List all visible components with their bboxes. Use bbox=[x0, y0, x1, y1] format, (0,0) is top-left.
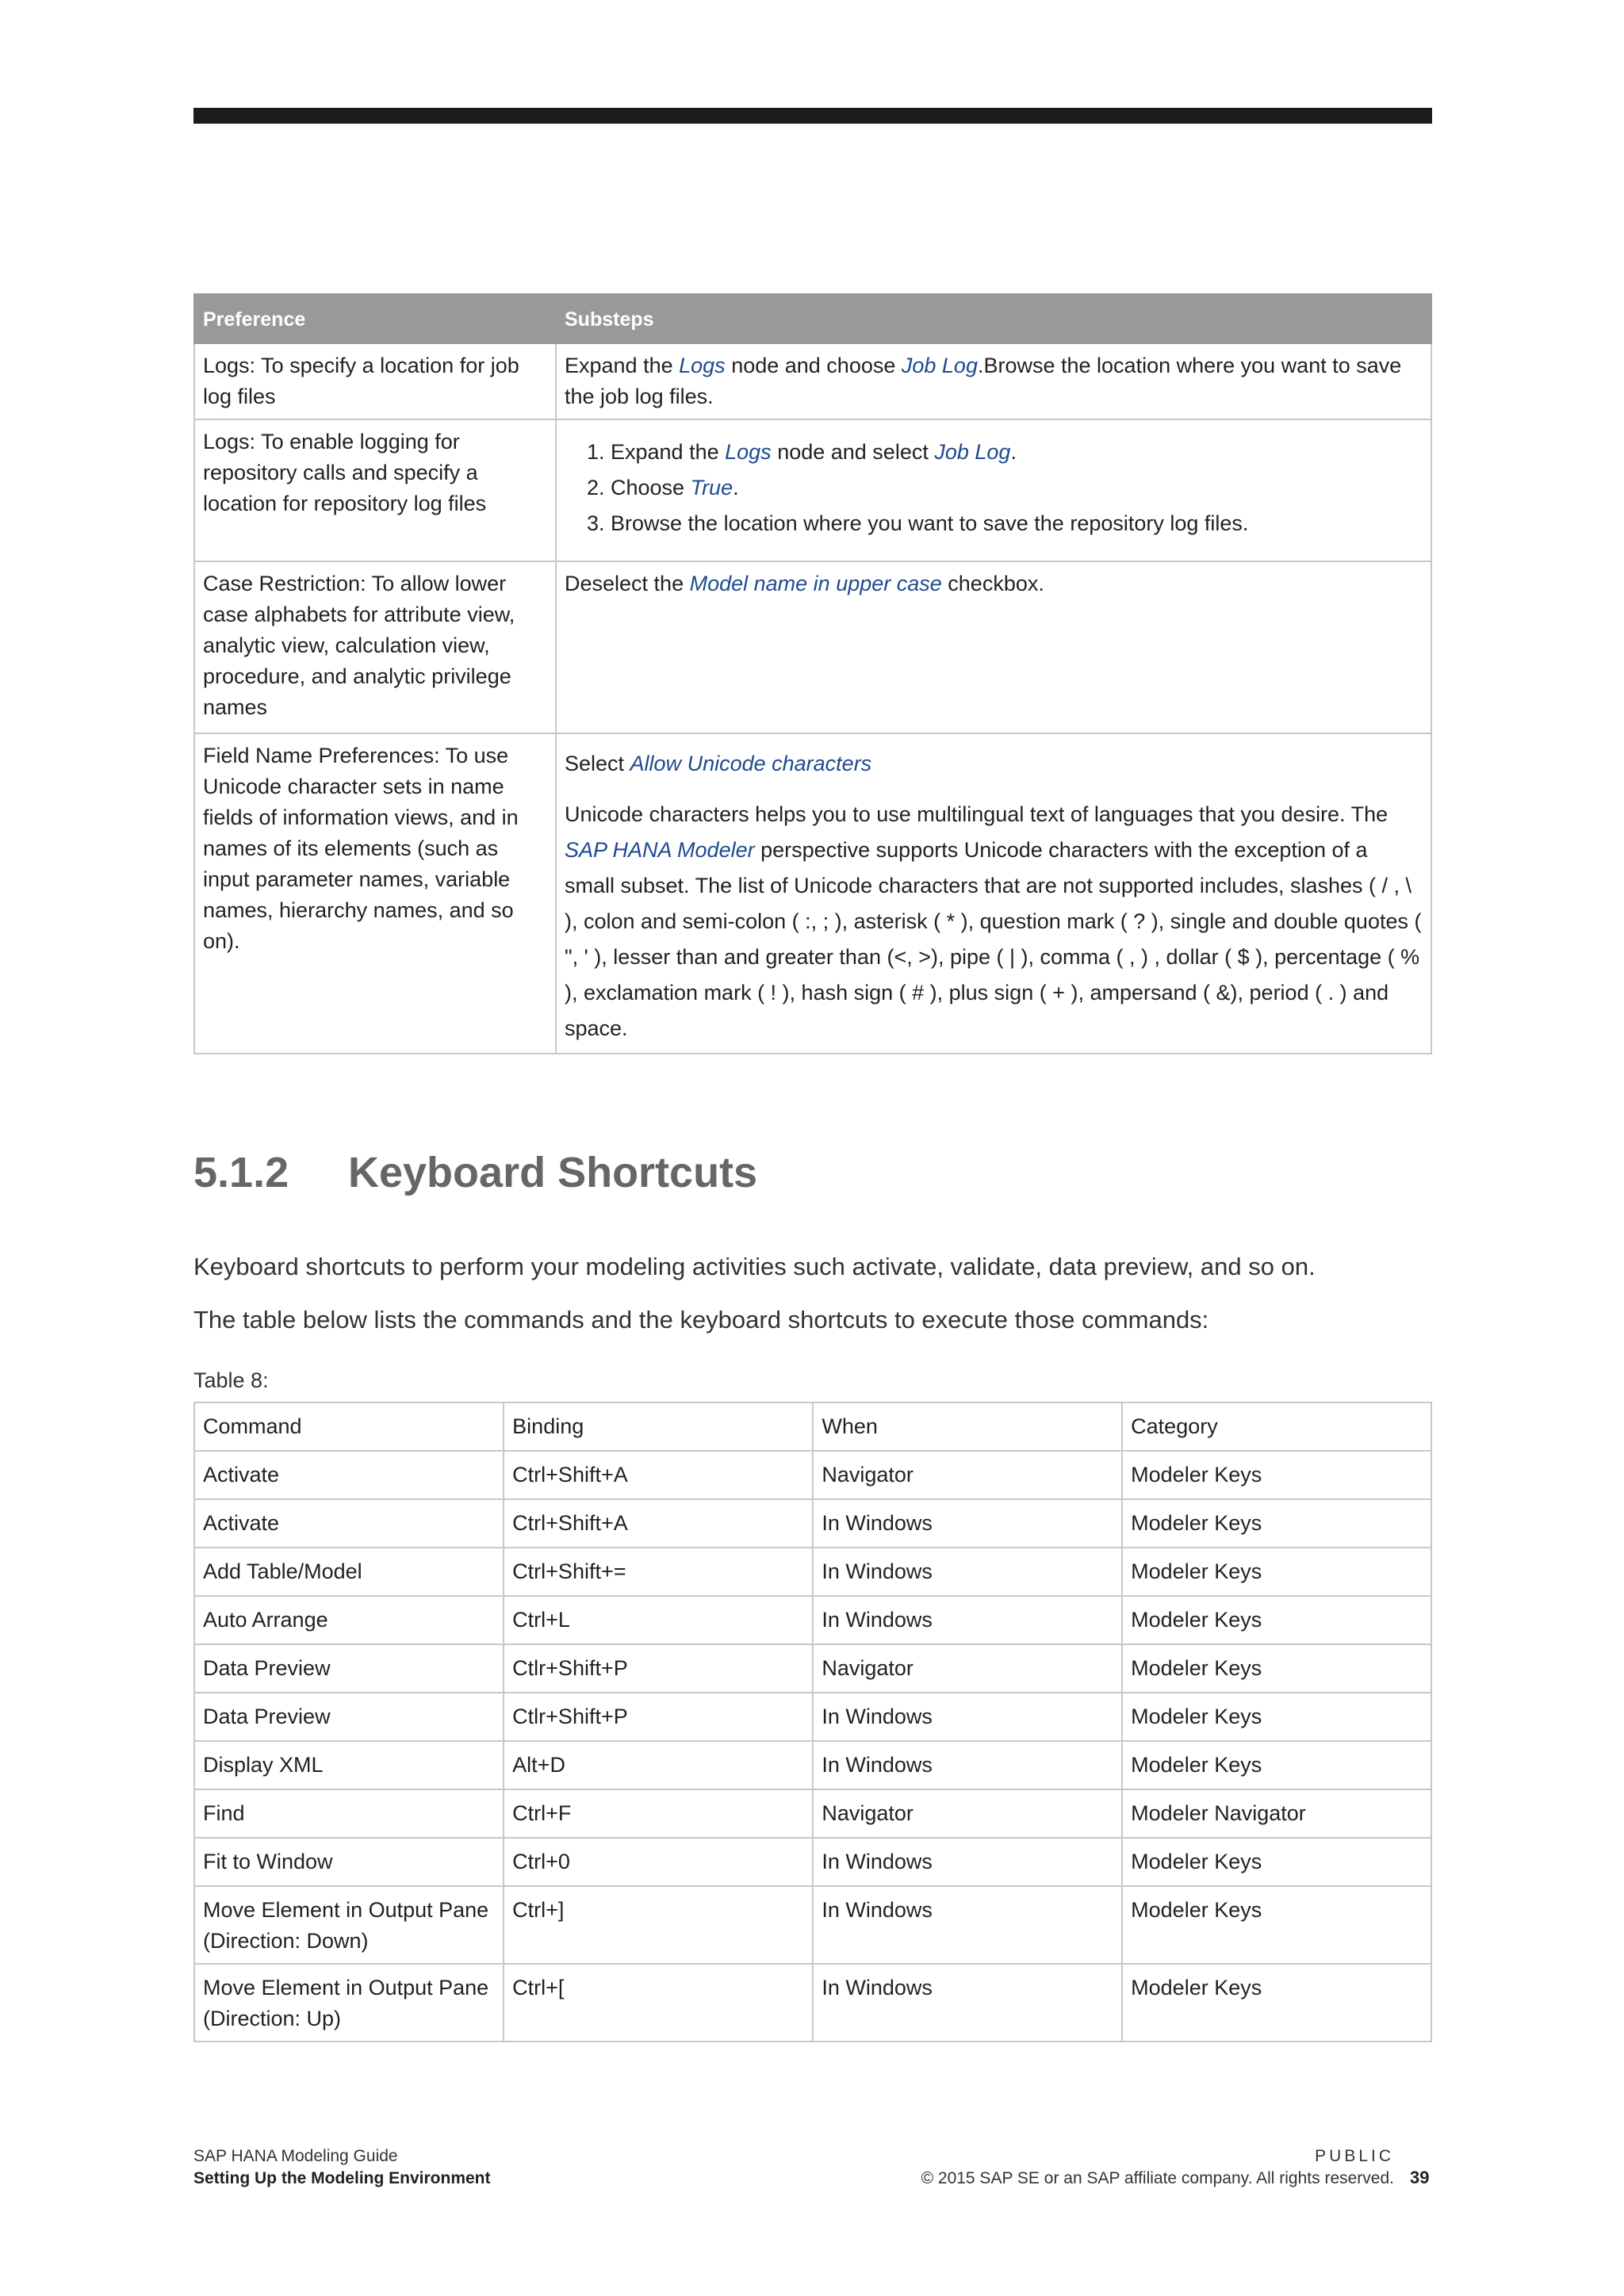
when-cell: Navigator bbox=[813, 1644, 1122, 1693]
table-row bbox=[194, 1789, 1431, 1838]
column-header-command: Command bbox=[194, 1402, 504, 1451]
command-cell: Data Preview bbox=[194, 1644, 504, 1693]
table-row bbox=[194, 419, 1431, 561]
category-cell: Modeler Keys bbox=[1122, 1838, 1431, 1886]
binding-cell: Ctrl+L bbox=[504, 1596, 813, 1644]
preferences-table bbox=[193, 293, 1432, 1054]
step-text: Expand the bbox=[611, 440, 726, 464]
section-title bbox=[193, 1148, 757, 1197]
category-cell: Modeler Keys bbox=[1122, 1548, 1431, 1596]
table-row bbox=[194, 1499, 1431, 1548]
ui-term-logs: Logs bbox=[679, 354, 726, 377]
guide-title: SAP HANA Modeling Guide bbox=[193, 2147, 398, 2165]
when-cell: In Windows bbox=[813, 1964, 1122, 2042]
command-cell: Auto Arrange bbox=[194, 1596, 504, 1644]
binding-cell: Ctrl+[ bbox=[504, 1964, 813, 2042]
footer-left bbox=[193, 2145, 491, 2190]
preference-cell: Logs: To specify a location for job log files bbox=[194, 343, 556, 419]
step-text: . bbox=[733, 476, 739, 499]
ui-term-allow-unicode: Allow Unicode characters bbox=[630, 752, 872, 775]
step-item bbox=[611, 506, 1423, 541]
binding-cell: Ctrl+Shift+A bbox=[504, 1451, 813, 1499]
column-header-category: Category bbox=[1122, 1402, 1431, 1451]
step-text: node and select bbox=[771, 440, 935, 464]
binding-cell: Alt+D bbox=[504, 1741, 813, 1789]
category-cell: Modeler Keys bbox=[1122, 1451, 1431, 1499]
command-cell: Display XML bbox=[194, 1741, 504, 1789]
when-cell: In Windows bbox=[813, 1548, 1122, 1596]
cell-text: Unicode characters helps you to use multilingual text of languages that you desire. The bbox=[565, 802, 1388, 826]
table-row bbox=[194, 1964, 1431, 2042]
category-cell: Modeler Keys bbox=[1122, 1964, 1431, 2042]
binding-cell: Ctrl+0 bbox=[504, 1838, 813, 1886]
intro-paragraph-2: The table below lists the commands and the keyboard shortcuts to execute those commands: bbox=[193, 1306, 1209, 1334]
command-cell: Activate bbox=[194, 1451, 504, 1499]
table-row bbox=[194, 1451, 1431, 1499]
command-cell: Fit to Window bbox=[194, 1838, 504, 1886]
cell-text: Deselect the bbox=[565, 572, 690, 595]
substeps-cell bbox=[556, 419, 1431, 561]
cell-text: perspective supports Unicode characters with the exception of a small subset. The list of Unicode characters that are not supported includes, slashes ( / , \ ), colon and semi-colon ( :, ; ), asterisk ( * ), question mark ( ? ), single and double quotes ( ", ' ), lesser than and greater than (<, >), pipe ( | ), comma ( , ) , dollar ( $ ), percentage ( % ), exclamation mark ( ! ), hash sign ( # ), plus sign ( + ), ampersand ( &), period ( . ) and space. bbox=[565, 838, 1422, 1040]
command-cell: Add Table/Model bbox=[194, 1548, 504, 1596]
when-cell: Navigator bbox=[813, 1451, 1122, 1499]
table-caption: Table 8: bbox=[193, 1368, 269, 1392]
section-number: 5.1.2 bbox=[193, 1149, 289, 1196]
command-cell: Move Element in Output Pane (Direction: Down) bbox=[194, 1886, 504, 1964]
binding-cell: Ctrl+F bbox=[504, 1789, 813, 1838]
select-instruction bbox=[565, 748, 1423, 779]
category-cell: Modeler Keys bbox=[1122, 1886, 1431, 1964]
shortcuts-table bbox=[193, 1402, 1432, 2042]
binding-cell: Ctlr+Shift+P bbox=[504, 1644, 813, 1693]
category-cell: Modeler Navigator bbox=[1122, 1789, 1431, 1838]
when-cell: In Windows bbox=[813, 1693, 1122, 1741]
ui-term-logs: Logs bbox=[725, 440, 772, 464]
preference-cell: Field Name Preferences: To use Unicode character sets in name fields of information views, and in names of its elements (such as input parameter names, variable names, hierarchy names, and so on). bbox=[194, 733, 556, 1054]
table-row bbox=[194, 343, 1431, 419]
table-row bbox=[194, 1693, 1431, 1741]
category-cell: Modeler Keys bbox=[1122, 1693, 1431, 1741]
category-cell: Modeler Keys bbox=[1122, 1499, 1431, 1548]
header-rule bbox=[193, 108, 1432, 124]
when-cell: In Windows bbox=[813, 1741, 1122, 1789]
when-cell: In Windows bbox=[813, 1838, 1122, 1886]
table-row bbox=[194, 1741, 1431, 1789]
intro-paragraph: Keyboard shortcuts to perform your modeling activities such activate, validate, data preview, and so on. bbox=[193, 1253, 1316, 1280]
substeps-cell bbox=[556, 733, 1431, 1054]
preference-cell: Case Restriction: To allow lower case alphabets for attribute view, analytic view, calculation view, procedure, and analytic privilege names bbox=[194, 561, 556, 733]
table-row bbox=[194, 1596, 1431, 1644]
cell-text: checkbox. bbox=[941, 572, 1044, 595]
step-text: Browse the location where you want to save the repository log files. bbox=[611, 511, 1249, 535]
cell-text: Select bbox=[565, 752, 630, 775]
table-header-row bbox=[194, 1402, 1431, 1451]
copyright-notice: © 2015 SAP SE or an SAP affiliate company. All rights reserved. bbox=[921, 2169, 1394, 2187]
substeps-cell bbox=[556, 561, 1431, 733]
when-cell: Navigator bbox=[813, 1789, 1122, 1838]
table-row bbox=[194, 1886, 1431, 1964]
table-row bbox=[194, 733, 1431, 1054]
preference-cell: Logs: To enable logging for repository calls and specify a location for repository log files bbox=[194, 419, 556, 561]
column-header-substeps: Substeps bbox=[556, 294, 1431, 343]
section-name: Keyboard Shortcuts bbox=[348, 1149, 758, 1196]
ui-term-sap-hana-modeler: SAP HANA Modeler bbox=[565, 838, 755, 862]
table-row bbox=[194, 1838, 1431, 1886]
binding-cell: Ctrl+Shift+= bbox=[504, 1548, 813, 1596]
command-cell: Data Preview bbox=[194, 1693, 504, 1741]
cell-text: node and choose bbox=[725, 354, 902, 377]
when-cell: In Windows bbox=[813, 1499, 1122, 1548]
command-cell: Move Element in Output Pane (Direction: Up) bbox=[194, 1964, 504, 2042]
column-header-preference: Preference bbox=[194, 294, 556, 343]
step-item bbox=[611, 434, 1423, 470]
classification-label: PUBLIC bbox=[1315, 2147, 1394, 2165]
chapter-title: Setting Up the Modeling Environment bbox=[193, 2169, 491, 2187]
binding-cell: Ctlr+Shift+P bbox=[504, 1693, 813, 1741]
ui-term-job-log: Job Log bbox=[934, 440, 1011, 464]
table-row bbox=[194, 1644, 1431, 1693]
step-item bbox=[611, 470, 1423, 506]
ui-term-true: True bbox=[690, 476, 733, 499]
step-text: . bbox=[1010, 440, 1017, 464]
cell-text: .Browse the location where you want to save the job log files. bbox=[565, 354, 1402, 408]
binding-cell: Ctrl+Shift+A bbox=[504, 1499, 813, 1548]
unicode-description bbox=[565, 797, 1423, 1047]
column-header-when: When bbox=[813, 1402, 1122, 1451]
footer-right bbox=[921, 2145, 1394, 2190]
category-cell: Modeler Keys bbox=[1122, 1741, 1431, 1789]
cell-text: Expand the bbox=[565, 354, 680, 377]
page-number: 39 bbox=[1410, 2168, 1430, 2187]
ui-term-job-log: Job Log bbox=[901, 354, 978, 377]
category-cell: Modeler Keys bbox=[1122, 1644, 1431, 1693]
category-cell: Modeler Keys bbox=[1122, 1596, 1431, 1644]
when-cell: In Windows bbox=[813, 1596, 1122, 1644]
command-cell: Activate bbox=[194, 1499, 504, 1548]
steps-list bbox=[565, 434, 1423, 541]
column-header-binding: Binding bbox=[504, 1402, 813, 1451]
when-cell: In Windows bbox=[813, 1886, 1122, 1964]
binding-cell: Ctrl+] bbox=[504, 1886, 813, 1964]
step-text: Choose bbox=[611, 476, 691, 499]
command-cell: Find bbox=[194, 1789, 504, 1838]
table-row bbox=[194, 561, 1431, 733]
substeps-cell bbox=[556, 343, 1431, 419]
table-row bbox=[194, 1548, 1431, 1596]
ui-term-model-name-upper-case: Model name in upper case bbox=[689, 572, 942, 595]
table-header-row bbox=[194, 294, 1431, 343]
